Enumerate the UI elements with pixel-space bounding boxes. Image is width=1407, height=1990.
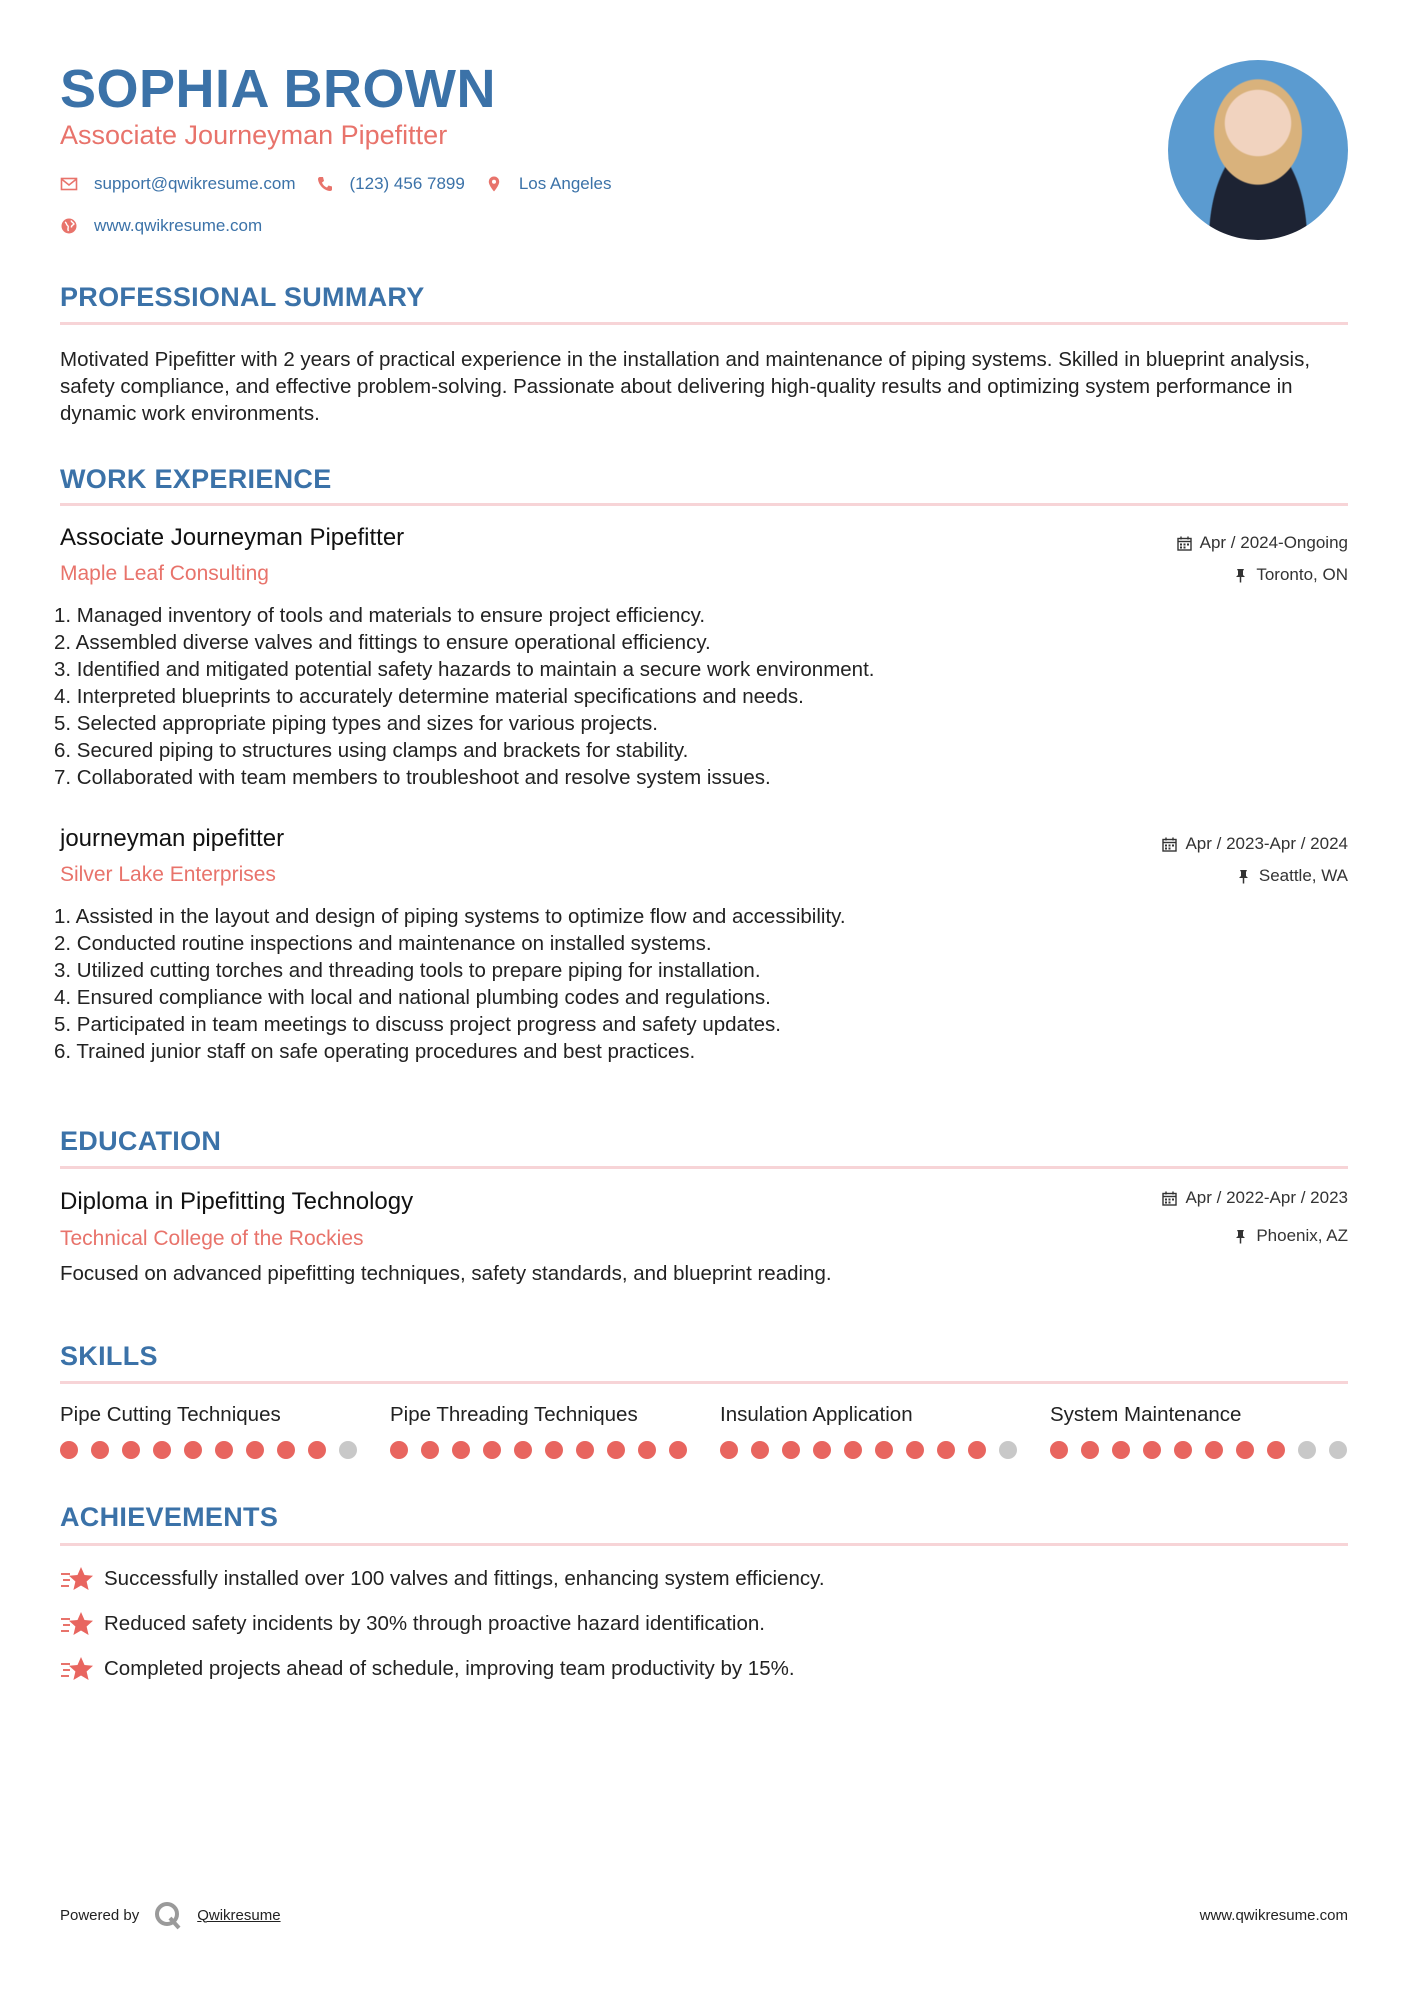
- rating-dot-empty: [1329, 1441, 1347, 1459]
- list-item: 7. Collaborated with team members to troubleshoot and resolve system issues.: [54, 766, 771, 789]
- achievement-item: [60, 1610, 765, 1638]
- shooting-star-icon: [60, 1565, 94, 1593]
- footer-website[interactable]: www.qwikresume.com: [1199, 1907, 1348, 1924]
- rating-dot-empty: [1298, 1441, 1316, 1459]
- rating-dot-filled: [1205, 1441, 1223, 1459]
- pushpin-icon: [1233, 568, 1248, 583]
- job-location-text: Seattle, WA: [1258, 866, 1348, 885]
- section-title-skills: SKILLS: [60, 1341, 158, 1371]
- achievement-text: Reduced safety incidents by 30% through proactive hazard identification.: [104, 1612, 765, 1635]
- rating-dot-filled: [968, 1441, 986, 1459]
- rating-dot-empty: [339, 1441, 357, 1459]
- email-link[interactable]: support@qwikresume.com: [94, 174, 296, 193]
- calendar-icon: [1162, 1191, 1177, 1206]
- section-divider: [60, 322, 1348, 325]
- education-dates-text: Apr / 2022-Apr / 2023: [1185, 1188, 1348, 1207]
- section-title-achievements: ACHIEVEMENTS: [60, 1502, 279, 1532]
- education-location: [1233, 1226, 1348, 1246]
- rating-dot-filled: [1081, 1441, 1099, 1459]
- skill-name: System Maintenance: [1050, 1403, 1242, 1426]
- skill-name: Insulation Application: [720, 1403, 913, 1426]
- skill-rating: [390, 1441, 700, 1459]
- location-pin-icon: [485, 175, 503, 193]
- list-item: 6. Secured piping to structures using clamps and brackets for stability.: [54, 739, 689, 762]
- skill-rating: [1050, 1441, 1360, 1459]
- rating-dot-filled: [844, 1441, 862, 1459]
- envelope-icon: [60, 175, 78, 193]
- contact-row-secondary: [60, 216, 282, 236]
- rating-dot-filled: [875, 1441, 893, 1459]
- company-name: Silver Lake Enterprises: [60, 863, 276, 886]
- skill-item: [720, 1403, 1020, 1427]
- job-bullets: [54, 602, 874, 791]
- candidate-role: Associate Journeyman Pipefitter: [60, 120, 448, 150]
- globe-icon: [60, 217, 78, 235]
- powered-by-label: Powered by: [60, 1906, 140, 1924]
- footer-powered-by: [60, 1900, 281, 1930]
- education-description: Focused on advanced pipefitting techniques, safety standards, and blueprint reading.: [60, 1262, 832, 1285]
- candidate-name: SOPHIA BROWN: [60, 59, 496, 119]
- rating-dot-filled: [751, 1441, 769, 1459]
- rating-dot-filled: [1236, 1441, 1254, 1459]
- list-item: 2. Assembled diverse valves and fittings to ensure operational efficiency.: [54, 631, 711, 654]
- rating-dot-filled: [1112, 1441, 1130, 1459]
- company-name: Maple Leaf Consulting: [60, 562, 269, 585]
- rating-dot-filled: [1050, 1441, 1068, 1459]
- rating-dot-filled: [906, 1441, 924, 1459]
- location-text: Los Angeles: [518, 174, 612, 193]
- rating-dot-filled: [1174, 1441, 1192, 1459]
- rating-dot-filled: [514, 1441, 532, 1459]
- achievement-text: Completed projects ahead of schedule, improving team productivity by 15%.: [104, 1657, 795, 1680]
- list-item: 4. Ensured compliance with local and national plumbing codes and regulations.: [54, 986, 771, 1009]
- contact-row-primary: [60, 174, 631, 194]
- job-dates-text: Apr / 2023-Apr / 2024: [1185, 834, 1348, 853]
- education-dates: [1162, 1188, 1348, 1208]
- rating-dot-filled: [813, 1441, 831, 1459]
- job-title: journeyman pipefitter: [60, 825, 285, 852]
- education-location-text: Phoenix, AZ: [1256, 1226, 1348, 1245]
- section-title-experience: WORK EXPERIENCE: [60, 464, 332, 494]
- skill-rating: [60, 1441, 370, 1459]
- section-divider: [60, 1381, 1348, 1384]
- rating-dot-filled: [390, 1441, 408, 1459]
- rating-dot-filled: [607, 1441, 625, 1459]
- rating-dot-filled: [421, 1441, 439, 1459]
- skill-name: Pipe Threading Techniques: [390, 1403, 638, 1426]
- skill-item: [60, 1403, 360, 1427]
- list-item: 3. Utilized cutting torches and threading tools to prepare piping for installation.: [54, 959, 761, 982]
- rating-dot-filled: [246, 1441, 264, 1459]
- rating-dot-filled: [60, 1441, 78, 1459]
- rating-dot-filled: [545, 1441, 563, 1459]
- shooting-star-icon: [60, 1655, 94, 1683]
- job-dates-text: Apr / 2024-Ongoing: [1199, 533, 1348, 552]
- list-item: 5. Participated in team meetings to discuss project progress and safety updates.: [54, 1013, 781, 1036]
- job-location-text: Toronto, ON: [1256, 565, 1348, 584]
- section-divider: [60, 1543, 1348, 1546]
- rating-dot-filled: [782, 1441, 800, 1459]
- job-location: [1236, 866, 1348, 886]
- summary-text: Motivated Pipefitter with 2 years of practical experience in the installation and maintenance of piping systems. Skilled in blueprint analysis, safety compliance, and effective problem-solving. Passionate about delivering high-quality results and optimizing system performance in dynamic work environments.: [60, 348, 1311, 425]
- qwikresume-link[interactable]: Qwikresume: [197, 1906, 281, 1924]
- website-link[interactable]: www.qwikresume.com: [94, 216, 263, 235]
- rating-dot-filled: [483, 1441, 501, 1459]
- rating-dot-filled: [937, 1441, 955, 1459]
- rating-dot-filled: [452, 1441, 470, 1459]
- job-dates: [1177, 533, 1348, 553]
- rating-dot-filled: [153, 1441, 171, 1459]
- section-divider: [60, 1166, 1348, 1169]
- rating-dot-filled: [308, 1441, 326, 1459]
- calendar-icon: [1162, 837, 1177, 852]
- qwikresume-logo-icon: [153, 1900, 183, 1930]
- rating-dot-filled: [277, 1441, 295, 1459]
- section-divider: [60, 503, 1348, 506]
- list-item: 3. Identified and mitigated potential safety hazards to maintain a secure work environment.: [54, 658, 875, 681]
- section-title-education: EDUCATION: [60, 1126, 222, 1156]
- list-item: 1. Managed inventory of tools and materials to ensure project efficiency.: [54, 604, 706, 627]
- skill-item: [1050, 1403, 1350, 1427]
- rating-dot-empty: [999, 1441, 1017, 1459]
- rating-dot-filled: [122, 1441, 140, 1459]
- skill-item: [390, 1403, 690, 1427]
- pushpin-icon: [1233, 1229, 1248, 1244]
- profile-photo: [1168, 60, 1348, 240]
- skill-name: Pipe Cutting Techniques: [60, 1403, 281, 1426]
- resume-page: [54, 0, 1348, 1990]
- school-name: Technical College of the Rockies: [60, 1227, 364, 1250]
- rating-dot-filled: [1267, 1441, 1285, 1459]
- list-item: 5. Selected appropriate piping types and sizes for various projects.: [54, 712, 658, 735]
- list-item: 6. Trained junior staff on safe operating procedures and best practices.: [54, 1040, 696, 1063]
- shooting-star-icon: [60, 1610, 94, 1638]
- list-item: 4. Interpreted blueprints to accurately determine material specifications and needs.: [54, 685, 804, 708]
- job-title: Associate Journeyman Pipefitter: [60, 524, 405, 551]
- rating-dot-filled: [184, 1441, 202, 1459]
- skill-rating: [720, 1441, 1030, 1459]
- rating-dot-filled: [91, 1441, 109, 1459]
- pushpin-icon: [1236, 869, 1251, 884]
- rating-dot-filled: [638, 1441, 656, 1459]
- section-title-summary: PROFESSIONAL SUMMARY: [60, 282, 425, 312]
- job-bullets: [54, 903, 846, 1065]
- rating-dot-filled: [1143, 1441, 1161, 1459]
- achievement-item: [60, 1655, 795, 1683]
- rating-dot-filled: [215, 1441, 233, 1459]
- calendar-icon: [1177, 536, 1192, 551]
- job-location: [1233, 565, 1348, 585]
- achievement-text: Successfully installed over 100 valves and fittings, enhancing system efficiency.: [104, 1567, 825, 1590]
- degree-title: Diploma in Pipefitting Technology: [60, 1188, 414, 1215]
- phone-text: (123) 456 7899: [349, 174, 465, 193]
- phone-icon: [316, 175, 334, 193]
- list-item: 1. Assisted in the layout and design of piping systems to optimize flow and accessibility.: [54, 905, 846, 928]
- rating-dot-filled: [720, 1441, 738, 1459]
- list-item: 2. Conducted routine inspections and maintenance on installed systems.: [54, 932, 712, 955]
- rating-dot-filled: [669, 1441, 687, 1459]
- rating-dot-filled: [576, 1441, 594, 1459]
- job-dates: [1162, 834, 1348, 854]
- achievement-item: [60, 1565, 825, 1593]
